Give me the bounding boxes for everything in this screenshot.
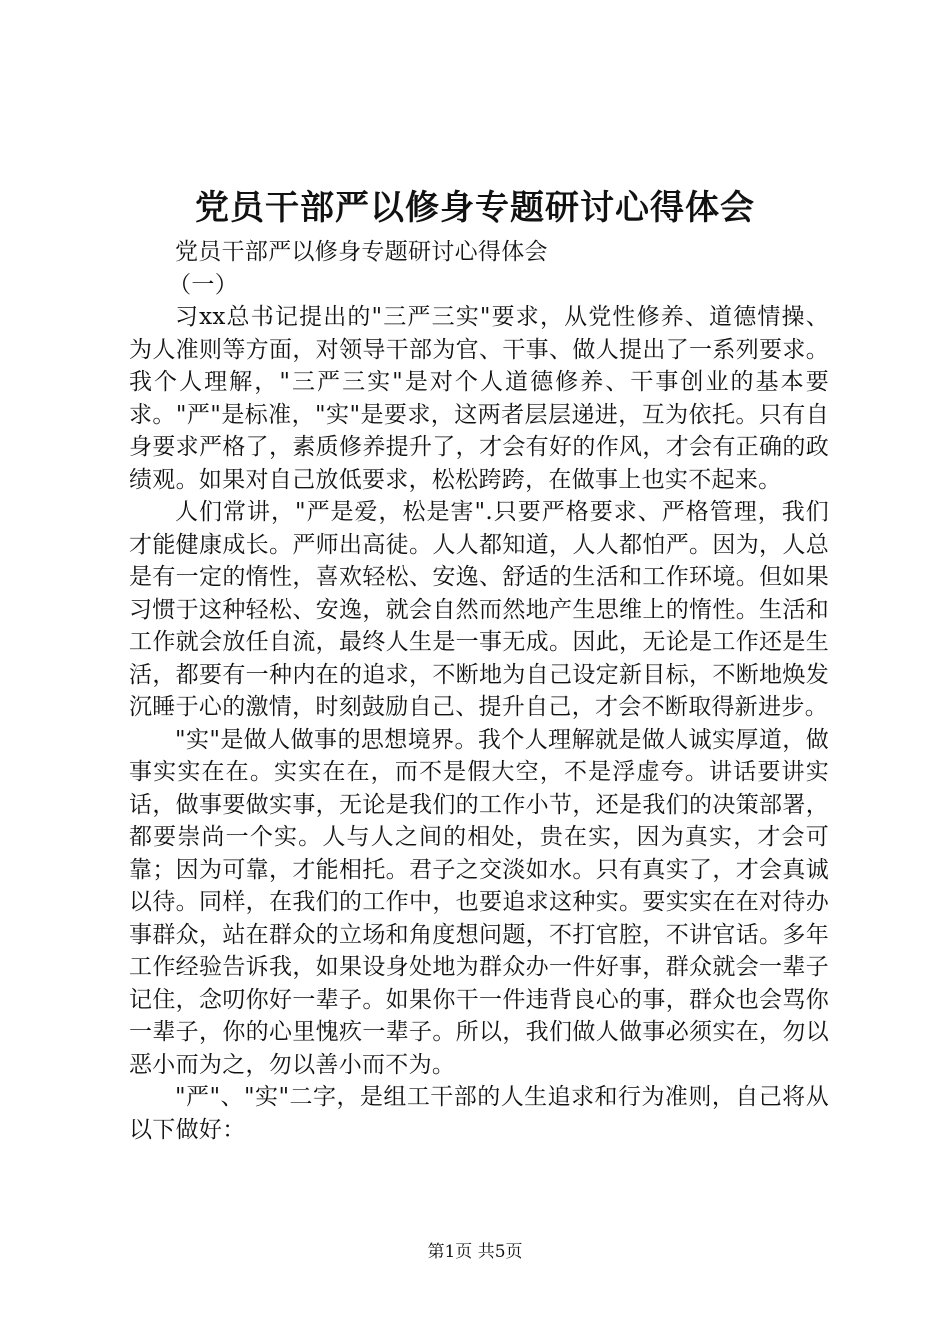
document-title: 党员干部严以修身专题研讨心得体会 [195, 188, 755, 228]
document-body [129, 236, 829, 1146]
paragraph: 习xx总书记提出的"三严三实"要求，从党性修养、道德情操、为人准则等方面，对领导干部为官、干事、做人提出了一系列要求。我个人理解，"三严三实"是对个人道德修养、干事创业的基本要求。"严"是标准，"实"是要求，这两者层层递进，互为依托。只有自身要求严格了，素质修养提升了，才会有好的作风，才会有正确的政绩观。如果对自己放低要求，松松跨跨，在做事上也实不起来。 [129, 304, 829, 493]
document-subtitle: 党员干部严以修身专题研讨心得体会 [175, 239, 548, 265]
paragraph: "严"、"实"二字，是组工干部的人生追求和行为准则，自己将从以下做好： [129, 1084, 829, 1143]
paragraph: 人们常讲，"严是爱，松是害".只要严格要求、严格管理，我们才能健康成长。严师出高徒。人人都知道，人人都怕严。因为，人总是有一定的惰性，喜欢轻松、安逸、舒适的生活和工作环境。但如果习惯于这种轻松、安逸，就会自然而然地产生思维上的惰性。生活和工作就会放任自流，最终人生是一事无成。因此，无论是工作还是生活，都要有一种内在的追求，不断地为自己设定新目标，不断地焕发沉睡于心的激情，时刻鼓励自己、提升自己，才会不断取得新进步。 [129, 499, 829, 720]
paragraph: "实"是做人做事的思想境界。我个人理解就是做人诚实厚道，做事实实在在。实实在在，而不是假大空，不是浮虚夸。讲话要讲实话，做事要做实事，无论是我们的工作小节，还是我们的决策部署，都要崇尚一个实。人与人之间的相处，贵在实，因为真实，才会可靠；因为可靠，才能相托。君子之交淡如水。只有真实了，才会真诚以待。同样，在我们的工作中，也要追求这种实。要实实在在对待办事群众，站在群众的立场和角度想问题，不打官腔，不讲官话。多年工作经验告诉我，如果设身处地为群众办一件好事，群众就会一辈子记住，念叨你好一辈子。如果你干一件违背良心的事，群众也会骂你一辈子，你的心里愧疚一辈子。所以，我们做人做事必须实在，勿以恶小而为之，勿以善小而不为。 [129, 726, 829, 1078]
page-footer: 第1页 共5页 [427, 1242, 523, 1262]
section-marker: （一） [168, 271, 238, 298]
